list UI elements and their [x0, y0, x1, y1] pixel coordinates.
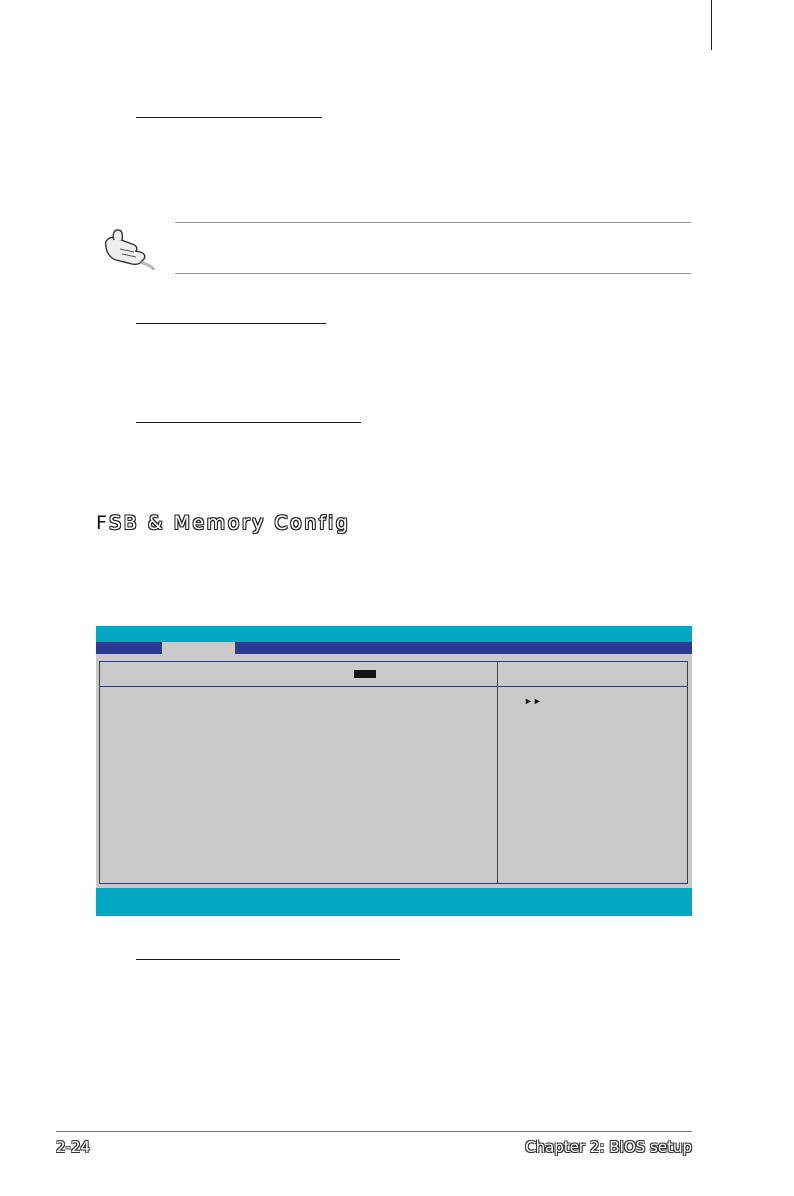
hand-pointing-icon: [96, 222, 158, 270]
note-top-rule: [175, 222, 691, 223]
item-heading-underline-4: [136, 959, 400, 960]
page-number: 2-24: [56, 1138, 91, 1156]
bios-selected-value[interactable]: [354, 670, 376, 678]
section-title: [96, 512, 350, 534]
bios-status-bar: [96, 888, 692, 916]
section-title-first-letter: F: [96, 512, 110, 534]
chapter-title: Chapter 2: BIOS setup: [525, 1138, 692, 1156]
item-heading-underline-3: [136, 422, 361, 423]
note-bottom-rule: [175, 273, 691, 274]
item-heading-underline-2: [136, 323, 326, 324]
bios-body: [96, 654, 692, 888]
double-chevron-right-icon: ►►: [524, 696, 542, 706]
item-heading-underline-1: [136, 117, 322, 118]
bios-header-separator: [100, 686, 687, 687]
bios-help-divider: [497, 662, 498, 883]
footer-rule: [56, 1131, 692, 1132]
bios-title-bar: [96, 626, 692, 642]
crop-mark-vertical: [711, 0, 712, 50]
section-title-rest: SB & Memory Config: [109, 512, 351, 534]
bios-active-tab[interactable]: [162, 642, 235, 654]
bios-frame: [99, 661, 688, 884]
bios-screen: [96, 626, 692, 916]
